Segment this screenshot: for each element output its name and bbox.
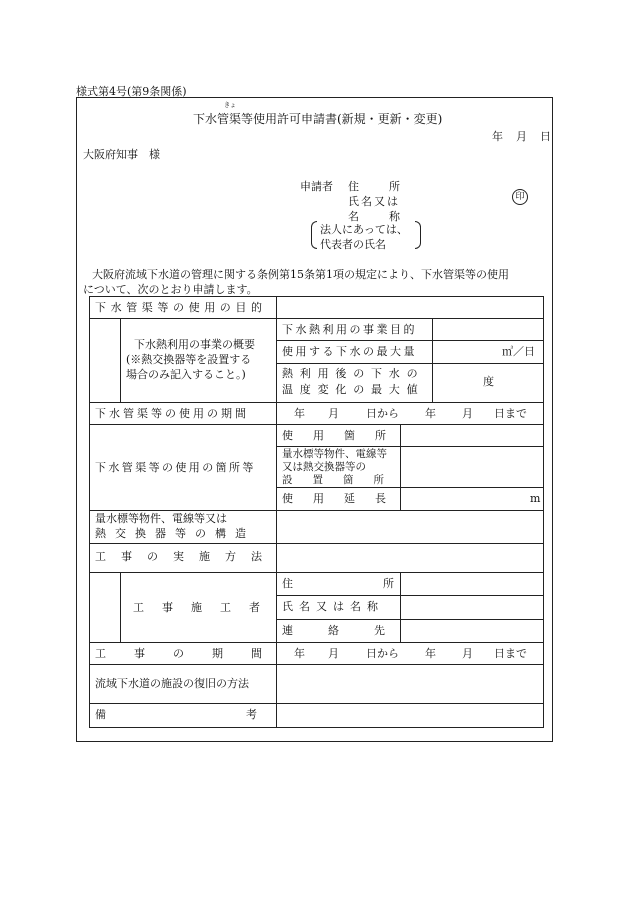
work-from-month: 月 <box>328 647 339 660</box>
location-label: 下水管渠等の使用の箇所等 <box>95 461 256 474</box>
location-equip-3: 設置箇所 <box>282 474 404 486</box>
max-sewage-input[interactable] <box>433 341 501 363</box>
temp-change-input[interactable] <box>433 364 481 402</box>
structure-1: 量水標等物件、電線等又は <box>95 512 227 525</box>
contractor-address-label: 住所 <box>282 577 484 590</box>
period-from-day: 日から <box>366 407 399 420</box>
method-label: 工事の実施方法 <box>95 550 277 563</box>
period-label: 下水管渠等の使用の期間 <box>95 407 249 420</box>
corp-note-1: 法人にあっては、 <box>320 223 408 236</box>
location-length-label: 使用延長 <box>282 492 406 505</box>
work-period-label: 工事の期間 <box>95 647 290 660</box>
period-to-month: 月 <box>462 407 473 420</box>
location-length-input[interactable] <box>401 488 526 510</box>
name-label: 氏名又は <box>348 195 400 208</box>
address-label-1: 住 <box>348 180 359 193</box>
temp-change-1: 熱利用後の下水の <box>282 367 425 380</box>
date-day: 日 <box>540 130 551 143</box>
heat-overview-1: 下水熱利用の事業の概要 <box>134 338 255 351</box>
contractor-contact-label: 連絡先 <box>282 624 420 637</box>
contractor-label: 工事施工者 <box>133 601 278 614</box>
work-to-day: 日まで <box>494 647 527 660</box>
restoration-input[interactable] <box>277 665 543 703</box>
contractor-name-input[interactable] <box>401 596 543 619</box>
heat-purpose-input[interactable] <box>433 319 543 340</box>
temp-unit: 度 <box>483 375 494 388</box>
work-to-year: 年 <box>425 647 436 660</box>
temp-change-2: 温度変化の最大値 <box>282 383 425 396</box>
max-sewage-unit: ㎥／日 <box>502 345 535 358</box>
row-purpose-label: 下水管渠等の使用の目的 <box>95 301 267 314</box>
page-title: 下水管渠等使用許可申請書(新規・更新・変更) <box>193 112 443 126</box>
work-from-day: 日から <box>366 647 399 660</box>
period-from-month: 月 <box>328 407 339 420</box>
method-input[interactable] <box>277 544 543 572</box>
name-label2-1: 名 <box>348 210 359 223</box>
date-month: 月 <box>516 130 527 143</box>
remarks-input[interactable] <box>277 704 543 727</box>
location-place-input[interactable] <box>401 425 543 446</box>
location-equip-input[interactable] <box>401 447 543 487</box>
heat-overview-2: (※熱交換器等を設置する <box>126 353 252 366</box>
heat-purpose-label: 下水熱利用の事業目的 <box>282 323 417 336</box>
remarks-label: 備考 <box>95 708 397 721</box>
form-number: 様式第4号(第9条関係) <box>76 85 187 98</box>
title-ruby: きょ <box>224 102 237 109</box>
date-year: 年 <box>492 130 503 143</box>
location-equip-2: 又は熱交換器等の <box>282 461 366 473</box>
structure-2: 熱交換器等の構造 <box>95 527 255 540</box>
max-sewage-label: 使用する下水の最大量 <box>282 345 417 358</box>
addressee: 大阪府知事 様 <box>83 148 160 161</box>
seal-text: 印 <box>515 192 525 202</box>
address-label-2: 所 <box>389 180 400 193</box>
work-from-year: 年 <box>294 647 305 660</box>
work-to-month: 月 <box>462 647 473 660</box>
period-to-year: 年 <box>425 407 436 420</box>
contractor-address-input[interactable] <box>401 573 543 595</box>
period-from-year: 年 <box>294 407 305 420</box>
contractor-name-label: 氏名又は名称 <box>282 600 384 613</box>
corp-note-2: 代表者の氏名 <box>320 238 386 251</box>
structure-input[interactable] <box>277 511 543 543</box>
period-to-day: 日まで <box>494 407 527 420</box>
location-place-label: 使用箇所 <box>282 429 406 442</box>
contractor-contact-input[interactable] <box>401 620 543 642</box>
heat-overview-3: 場合のみ記入すること。) <box>126 368 246 381</box>
purpose-input[interactable] <box>277 297 543 318</box>
length-unit: m <box>530 492 541 505</box>
name-label2-2: 称 <box>389 210 400 223</box>
restoration-label: 流域下水道の施設の復旧の方法 <box>95 677 249 690</box>
statement-line-2: について、次のとおり申請します。 <box>83 283 258 296</box>
statement-line-1: 大阪府流域下水道の管理に関する条例第15条第1項の規定により、下水管渠等の使用 <box>92 268 509 281</box>
location-equip-1: 量水標等物件、電線等 <box>282 448 387 460</box>
applicant-label: 申請者 <box>300 180 333 193</box>
